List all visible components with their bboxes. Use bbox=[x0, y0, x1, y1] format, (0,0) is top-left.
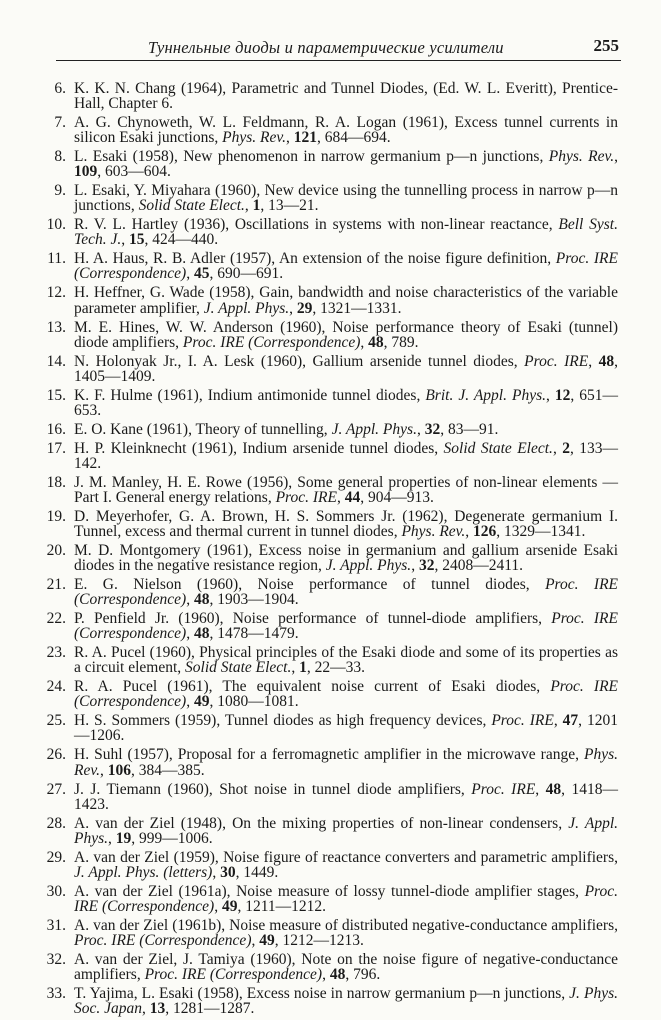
reference-segment: M. D. Montgomery (1961), Excess noise in germanium and gallium arsenide Esaki diodes in the negative resistance region, bbox=[74, 542, 618, 575]
reference-segment: , bbox=[553, 712, 563, 730]
reference-segment: , 1478—1479. bbox=[209, 625, 299, 643]
reference-segment: , 1321—1331. bbox=[312, 299, 402, 317]
reference-segment: , bbox=[291, 659, 300, 677]
journal-name: J. Appl. Phys. (letters) bbox=[74, 863, 213, 881]
journal-name: Phys. Rev. bbox=[548, 148, 615, 166]
volume-number: 121 bbox=[293, 129, 317, 147]
reference-item bbox=[38, 509, 618, 539]
volume-number: 109 bbox=[74, 163, 98, 181]
reference-segment: , 1201—1206. bbox=[74, 712, 618, 745]
reference-item bbox=[38, 115, 618, 145]
volume-number: 19 bbox=[115, 829, 132, 847]
reference-item bbox=[38, 81, 618, 111]
reference-item bbox=[38, 645, 618, 675]
journal-name: Proc. IRE (Correspondence) bbox=[74, 250, 618, 283]
reference-segment: R. A. Pucel (1961), The equivalent noise current of Esaki diodes, bbox=[74, 678, 551, 696]
reference-text bbox=[74, 951, 618, 983]
reference-item bbox=[38, 986, 618, 1016]
reference-segment: , bbox=[552, 439, 563, 457]
reference-item bbox=[38, 918, 618, 948]
reference-item bbox=[38, 884, 618, 914]
volume-number: 48 bbox=[193, 625, 210, 643]
reference-segment: A. van der Ziel (1961a), Noise measure of lossy tunnel-diode amplifier stages, bbox=[74, 882, 585, 900]
journal-name: Solid State Elect. bbox=[443, 439, 553, 457]
reference-text bbox=[74, 781, 618, 813]
reference-segment: , 22—33. bbox=[306, 659, 365, 677]
reference-segment: , bbox=[108, 829, 116, 847]
reference-number: 30. bbox=[46, 882, 66, 900]
reference-item bbox=[38, 388, 618, 418]
reference-segment: , bbox=[212, 863, 221, 881]
journal-name: Proc. IRE bbox=[471, 780, 536, 798]
reference-segment: , 603—604. bbox=[97, 163, 171, 181]
journal-name: Proc. IRE bbox=[524, 352, 589, 370]
volume-number: 1 bbox=[252, 197, 261, 215]
reference-item bbox=[38, 782, 618, 812]
running-header bbox=[56, 36, 621, 61]
reference-segment: , 133—142. bbox=[74, 439, 618, 472]
reference-text bbox=[74, 678, 618, 710]
volume-number: 49 bbox=[193, 693, 210, 711]
reference-item bbox=[38, 354, 618, 384]
reference-segment: , bbox=[465, 523, 474, 541]
reference-segment: , 424—440. bbox=[144, 231, 219, 249]
reference-segment: , bbox=[411, 557, 419, 575]
reference-segment: J. J. Tiemann (1960), Shot noise in tunnel diode amplifiers, bbox=[74, 780, 472, 798]
reference-number: 12. bbox=[46, 284, 66, 302]
reference-number: 19. bbox=[46, 507, 66, 525]
reference-text bbox=[74, 542, 618, 574]
volume-number: 12 bbox=[554, 386, 571, 404]
reference-number: 26. bbox=[46, 746, 66, 764]
reference-item bbox=[38, 441, 618, 471]
reference-segment: , 1212—1213. bbox=[274, 931, 364, 949]
reference-segment: R. A. Pucel (1960), Physical principles of the Esaki diode and some of its properties as a circuit element, bbox=[74, 644, 618, 677]
reference-text bbox=[74, 421, 498, 438]
reference-number: 9. bbox=[54, 182, 66, 200]
reference-segment: A. van der Ziel (1948), On the mixing properties of non-linear condensers, bbox=[74, 814, 569, 832]
reference-item bbox=[38, 611, 618, 641]
reference-text bbox=[74, 815, 618, 847]
reference-number: 28. bbox=[46, 814, 66, 832]
reference-number: 14. bbox=[46, 352, 66, 370]
reference-segment: , 1080—1081. bbox=[209, 693, 299, 711]
reference-item bbox=[38, 251, 618, 281]
volume-number: 32 bbox=[418, 557, 435, 575]
reference-segment: T. Yajima, L. Esaki (1958), Excess noise in narrow germanium p—n junctions, bbox=[74, 985, 570, 1003]
reference-text bbox=[74, 319, 618, 351]
reference-segment: H. S. Sommers (1959), Tunnel diodes as high frequency devices, bbox=[74, 712, 492, 730]
volume-number: 48 bbox=[193, 591, 210, 609]
reference-item bbox=[38, 320, 618, 350]
reference-item bbox=[38, 679, 618, 709]
reference-text bbox=[74, 644, 618, 676]
reference-number: 29. bbox=[46, 848, 66, 866]
journal-name: Solid State Elect. bbox=[185, 659, 292, 677]
reference-segment: , bbox=[186, 625, 194, 643]
reference-number: 17. bbox=[46, 439, 66, 457]
reference-item bbox=[38, 713, 618, 743]
journal-name: Solid State Elect. bbox=[138, 197, 245, 215]
reference-text bbox=[74, 883, 618, 915]
reference-segment: D. Meyerhofer, G. A. Brown, H. S. Sommers Jr. (1962), Degenerate germanium I. Tunnel, excess and thermal current in tunnel diodes, bbox=[74, 507, 618, 541]
reference-segment: N. Holonyak Jr., I. A. Lesk (1960), Gallium arsenide tunnel diodes, bbox=[74, 352, 525, 370]
volume-number: 47 bbox=[562, 712, 579, 730]
volume-number: 49 bbox=[221, 897, 238, 915]
reference-segment: , bbox=[99, 761, 108, 779]
reference-segment: , 789. bbox=[383, 333, 419, 351]
journal-name: J. Appl. Phys. bbox=[331, 420, 417, 438]
volume-number: 44 bbox=[344, 488, 361, 506]
reference-segment: , 684—694. bbox=[316, 129, 391, 147]
reference-segment: A. van der Ziel (1959), Noise figure of reactance converters and parametric amplifiers, bbox=[74, 848, 618, 866]
reference-number: 7. bbox=[54, 114, 66, 132]
reference-segment: , bbox=[322, 966, 330, 984]
reference-text bbox=[74, 353, 618, 385]
reference-number: 21. bbox=[46, 576, 66, 594]
volume-number: 49 bbox=[259, 931, 275, 949]
reference-item bbox=[38, 285, 618, 315]
reference-segment: , 651—653. bbox=[74, 386, 619, 419]
reference-text bbox=[74, 216, 618, 248]
reference-segment: , bbox=[186, 591, 194, 609]
reference-text bbox=[74, 508, 618, 540]
reference-number: 23. bbox=[46, 644, 66, 662]
volume-number: 48 bbox=[368, 333, 384, 351]
volume-number: 30 bbox=[220, 863, 236, 881]
reference-segment: H. Suhl (1957), Proposal for a ferromagnetic amplifier in the microwave range, bbox=[74, 746, 584, 764]
volume-number: 45 bbox=[193, 265, 210, 283]
reference-text bbox=[74, 148, 618, 180]
reference-segment: , bbox=[588, 352, 599, 370]
journal-name: J. Appl. Phys. bbox=[203, 299, 290, 317]
volume-number: 48 bbox=[329, 966, 346, 984]
reference-segment: H. A. Haus, R. B. Adler (1957), An extension of the noise figure definition, bbox=[74, 250, 556, 268]
reference-number: 15. bbox=[46, 386, 66, 404]
volume-number: 126 bbox=[473, 523, 497, 541]
journal-name: Brit. J. Appl. Phys. bbox=[425, 386, 546, 404]
reference-text bbox=[74, 114, 618, 146]
reference-item bbox=[38, 747, 618, 777]
reference-segment: L. Esaki (1958), New phenomenon in narrow germanium p—n junctions, bbox=[74, 148, 549, 166]
reference-text bbox=[74, 985, 618, 1017]
reference-segment: , 1211—1212. bbox=[237, 897, 326, 915]
volume-number: 15 bbox=[128, 231, 145, 249]
journal-name: J. Appl. Phys. bbox=[74, 814, 619, 847]
volume-number: 29 bbox=[296, 299, 313, 317]
running-title: Туннельные диоды и параметрические усилители bbox=[148, 38, 504, 57]
reference-segment: , 999—1006. bbox=[131, 829, 213, 847]
volume-number: 32 bbox=[424, 420, 441, 438]
reference-segment: , bbox=[360, 333, 369, 351]
reference-item bbox=[38, 475, 618, 505]
journal-name: Phys. Rev. bbox=[401, 523, 466, 541]
reference-segment: , 1903—1904. bbox=[209, 591, 299, 609]
reference-item bbox=[38, 850, 618, 880]
reference-item bbox=[38, 149, 618, 179]
reference-text bbox=[74, 849, 618, 881]
reference-segment: , 1418—1423. bbox=[74, 780, 619, 813]
journal-name: Proc. IRE (Correspondence) bbox=[74, 931, 252, 949]
reference-item bbox=[38, 183, 618, 213]
journal-name: Proc. IRE (Correspondence) bbox=[74, 678, 618, 711]
reference-number: 25. bbox=[46, 712, 66, 730]
journal-name: Bell Syst. Tech. J. bbox=[74, 216, 618, 249]
reference-segment: , 1405—1409. bbox=[74, 352, 619, 385]
reference-number: 8. bbox=[54, 148, 66, 166]
reference-number: 24. bbox=[46, 678, 66, 696]
reference-segment: K. F. Hulme (1961), Indium antimonide tunnel diodes, bbox=[74, 386, 426, 404]
reference-segment: , 1329—1341. bbox=[496, 523, 586, 541]
volume-number: 2 bbox=[562, 439, 570, 457]
reference-segment: , bbox=[336, 488, 345, 506]
journal-name: Proc. IRE (Correspondence) bbox=[74, 610, 618, 643]
reference-segment: E. G. Nielson (1960), Noise performance of tunnel diodes, bbox=[74, 576, 546, 594]
reference-segment: , 904—913. bbox=[360, 488, 434, 506]
reference-segment: , bbox=[214, 897, 222, 915]
reference-number: 18. bbox=[46, 473, 66, 491]
reference-segment: , bbox=[545, 386, 555, 404]
reference-number: 22. bbox=[46, 610, 66, 628]
reference-segment: , bbox=[289, 299, 297, 317]
reference-number: 11. bbox=[47, 250, 66, 268]
reference-segment: , 690—691. bbox=[209, 265, 284, 283]
reference-text bbox=[74, 712, 618, 744]
reference-text bbox=[74, 80, 618, 112]
reference-segment: M. E. Hines, W. W. Anderson (1960), Noise performance theory of Esaki (tunnel) diode amplifiers, bbox=[74, 318, 618, 351]
reference-segment: P. Penfield Jr. (1960), Noise performance of tunnel-diode amplifiers, bbox=[74, 610, 552, 628]
reference-item bbox=[38, 952, 618, 982]
reference-text bbox=[74, 474, 618, 506]
reference-segment: A. van der Ziel (1961b), Noise measure of distributed negative-conductance amplifiers, bbox=[74, 916, 618, 934]
reference-item bbox=[38, 422, 618, 437]
reference-item bbox=[38, 217, 618, 247]
journal-name: Proc. IRE (Correspondence) bbox=[74, 882, 618, 915]
reference-segment: , bbox=[535, 780, 546, 798]
reference-text bbox=[74, 440, 618, 472]
reference-segment: , bbox=[142, 1000, 150, 1018]
journal-name: Proc. IRE (Correspondence) bbox=[182, 333, 361, 351]
reference-segment: , 796. bbox=[345, 966, 381, 984]
reference-segment: , bbox=[121, 231, 129, 249]
reference-segment: J. M. Manley, H. E. Rowe (1956), Some general properties of non-linear elements — Part I. General energy relations, bbox=[74, 473, 618, 506]
journal-name: J. Phys. Soc. Japan bbox=[74, 985, 618, 1018]
journal-name: Phys. Rev. bbox=[74, 746, 618, 779]
reference-number: 32. bbox=[46, 950, 66, 968]
reference-text bbox=[74, 746, 618, 778]
reference-segment: , 384—385. bbox=[130, 761, 205, 779]
journal-name: Proc. IRE (Correspondence) bbox=[144, 966, 323, 984]
reference-segment: E. O. Kane (1961), Theory of tunnelling, bbox=[74, 420, 332, 438]
reference-segment: , 2408—2411. bbox=[434, 557, 523, 575]
journal-name: Proc. IRE bbox=[275, 488, 337, 506]
reference-segment: L. Esaki, Y. Miyahara (1960), New device using the tunnelling process in narrow p—n junctions, bbox=[74, 182, 618, 215]
reference-segment: , bbox=[285, 129, 294, 147]
reference-segment: H. Heffner, G. Wade (1958), Gain, bandwidth and noise characteristics of the variable parameter amplifier, bbox=[74, 284, 618, 317]
journal-name: Proc. IRE (Correspondence) bbox=[74, 576, 619, 609]
reference-text bbox=[74, 284, 618, 316]
reference-segment: , bbox=[186, 265, 194, 283]
reference-segment: R. V. L. Hartley (1936), Oscillations in systems with non-linear reactance, bbox=[74, 216, 559, 234]
volume-number: 13 bbox=[149, 1000, 166, 1018]
reference-segment: , bbox=[244, 197, 253, 215]
reference-text bbox=[74, 387, 618, 419]
reference-number: 10. bbox=[46, 216, 66, 234]
reference-segment: , 1449. bbox=[235, 863, 279, 881]
reference-segment: K. K. N. Chang (1964), Parametric and Tunnel Diodes, (Ed. W. L. Everitt), Prentice-Hall, Chapter 6. bbox=[74, 80, 618, 113]
reference-number: 13. bbox=[46, 318, 66, 336]
reference-number: 20. bbox=[46, 542, 66, 559]
volume-number: 48 bbox=[598, 352, 615, 370]
reference-number: 31. bbox=[46, 916, 66, 934]
reference-text bbox=[74, 576, 618, 608]
reference-segment: , bbox=[251, 931, 260, 949]
reference-number: 6. bbox=[54, 80, 66, 97]
reference-segment: H. P. Kleinknecht (1961), Indium arsenide tunnel diodes, bbox=[74, 439, 444, 457]
reference-item bbox=[38, 543, 618, 573]
reference-segment: , 13—21. bbox=[260, 197, 319, 215]
journal-name: Phys. Rev. bbox=[222, 129, 286, 147]
reference-item bbox=[38, 577, 618, 607]
reference-segment: , 1281—1287. bbox=[165, 1000, 255, 1018]
reference-item bbox=[38, 816, 618, 846]
reference-text bbox=[74, 610, 618, 642]
reference-segment: , bbox=[186, 693, 194, 711]
reference-text bbox=[74, 917, 618, 949]
reference-segment: , bbox=[416, 420, 425, 438]
journal-name: Proc. IRE bbox=[491, 712, 554, 730]
reference-segment: A. G. Chynoweth, W. L. Feldmann, R. A. Logan (1961), Excess tunnel currents in silicon Esaki junctions, bbox=[74, 114, 618, 147]
reference-text bbox=[74, 182, 618, 214]
page-number: 255 bbox=[593, 36, 619, 55]
journal-name: J. Appl. Phys. bbox=[325, 557, 412, 575]
reference-number: 33. bbox=[46, 985, 66, 1003]
volume-number: 48 bbox=[545, 780, 562, 798]
reference-list bbox=[38, 81, 618, 1020]
volume-number: 1 bbox=[299, 659, 307, 677]
reference-segment: , bbox=[614, 148, 618, 166]
reference-segment: A. van der Ziel, J. Tamiya (1960), Note on the noise figure of negative-conductance amplifiers, bbox=[74, 950, 618, 984]
reference-number: 27. bbox=[46, 780, 66, 798]
reference-text bbox=[74, 250, 618, 282]
volume-number: 106 bbox=[107, 761, 131, 779]
reference-number: 16. bbox=[46, 420, 66, 438]
reference-segment: , 83—91. bbox=[440, 420, 499, 438]
